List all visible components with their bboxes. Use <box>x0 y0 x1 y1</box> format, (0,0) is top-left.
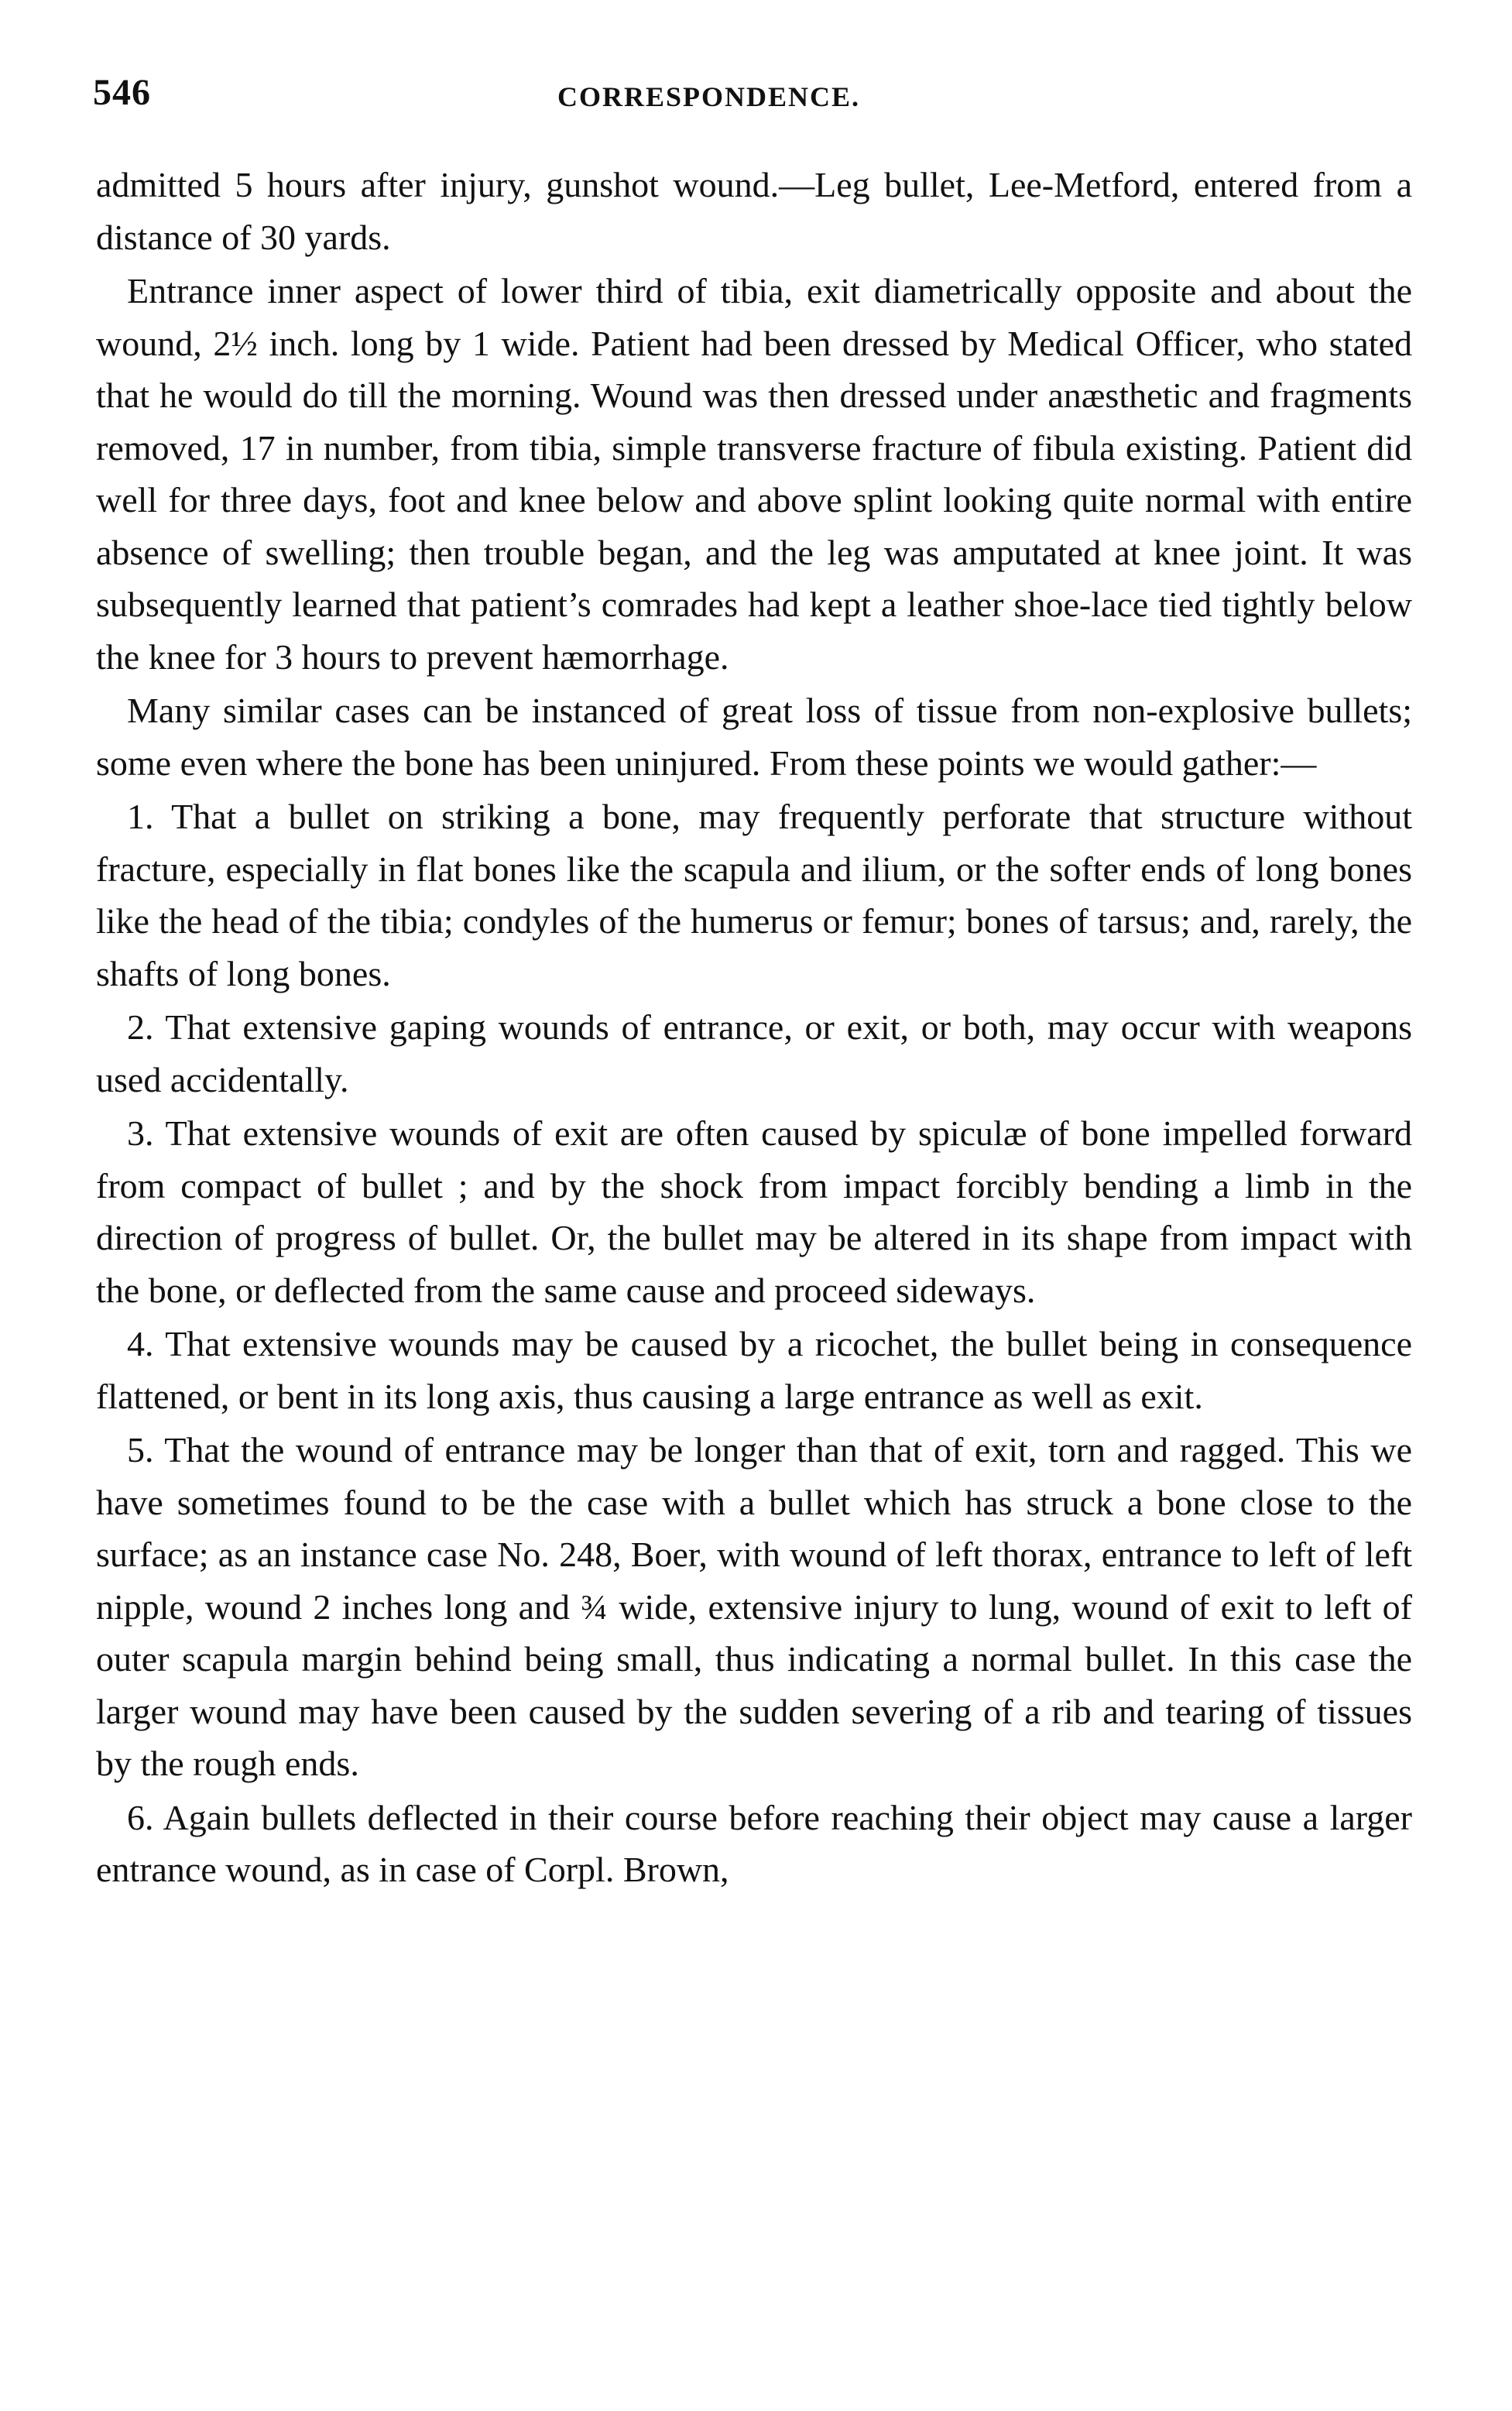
paragraph-continuation: admitted 5 hours after injury, gunshot wound.—Leg bullet, Lee-Metford, entered from a distance of 30 yards. <box>96 165 1412 257</box>
numbered-point-2: 2. That extensive gaping wounds of entrance, or exit, or both, may occur with weapons used accidentally. <box>96 1007 1412 1099</box>
running-head: CORRESPONDENCE. <box>557 81 861 112</box>
page-number: 546 <box>93 72 151 113</box>
body-text <box>96 159 1412 1898</box>
page-header <box>93 71 1425 125</box>
numbered-point-4: 4. That extensive wounds may be caused by a ricochet, the bullet being in consequence flattened, or bent in its long axis, thus causing a large entrance as well as exit. <box>96 1324 1412 1416</box>
paragraph-summary-intro: Many similar cases can be instanced of great loss of tissue from non-explosive bullets; some even where the bone has been uninjured. From these points we would gather:— <box>96 691 1412 783</box>
numbered-point-6: 6. Again bullets deflected in their course before reaching their object may cause a larger entrance wound, as in case of Corpl. Brown, <box>96 1797 1412 1889</box>
numbered-point-3: 3. That extensive wounds of exit are often caused by spiculæ of bone impelled forward from compact of bullet ; and by the shock from impact forcibly bending a limb in the direction of progress of bullet. Or, the bullet may be altered in its shape from impact with the bone, or deflected from the same cause and proceed sideways. <box>96 1113 1412 1310</box>
numbered-point-1: 1. That a bullet on striking a bone, may frequently perforate that structure without fracture, especially in flat bones like the scapula and ilium, or the softer ends of long bones like the head of the tibia; condyles of the humerus or femur; bones of tarsus; and, rarely, the shafts of long bones. <box>96 797 1412 993</box>
paragraph-case-description: Entrance inner aspect of lower third of tibia, exit diametrically opposite and about the wound, 2½ inch. long by 1 wide. Patient had been dressed by Medical Officer, who stated that he would do till the morning. Wound was then dressed under anæsthetic and fragments removed, 17 in number, from tibia, simple transverse fracture of fibula existing. Patient did well for three days, foot and knee below and above splint looking quite normal with entire absence of swelling; then trouble began, and the leg was amputated at knee joint. It was subsequently learned that patient’s comrades had kept a leather shoe-lace tied tightly below the knee for 3 hours to prevent hæmorrhage. <box>96 271 1412 677</box>
numbered-point-5: 5. That the wound of entrance may be longer than that of exit, torn and ragged. This we have sometimes found to be the case with a bullet which has struck a bone close to the surface; as an instance case No. 248, Boer, with wound of left thorax, entrance to left of left nipple, wound 2 inches long and ¾ wide, extensive injury to lung, wound of exit to left of outer scapula margin behind being small, thus indicating a normal bullet. In this case the larger wound may have been caused by the sudden severing of a rib and tearing of tissues by the rough ends. <box>96 1430 1412 1783</box>
